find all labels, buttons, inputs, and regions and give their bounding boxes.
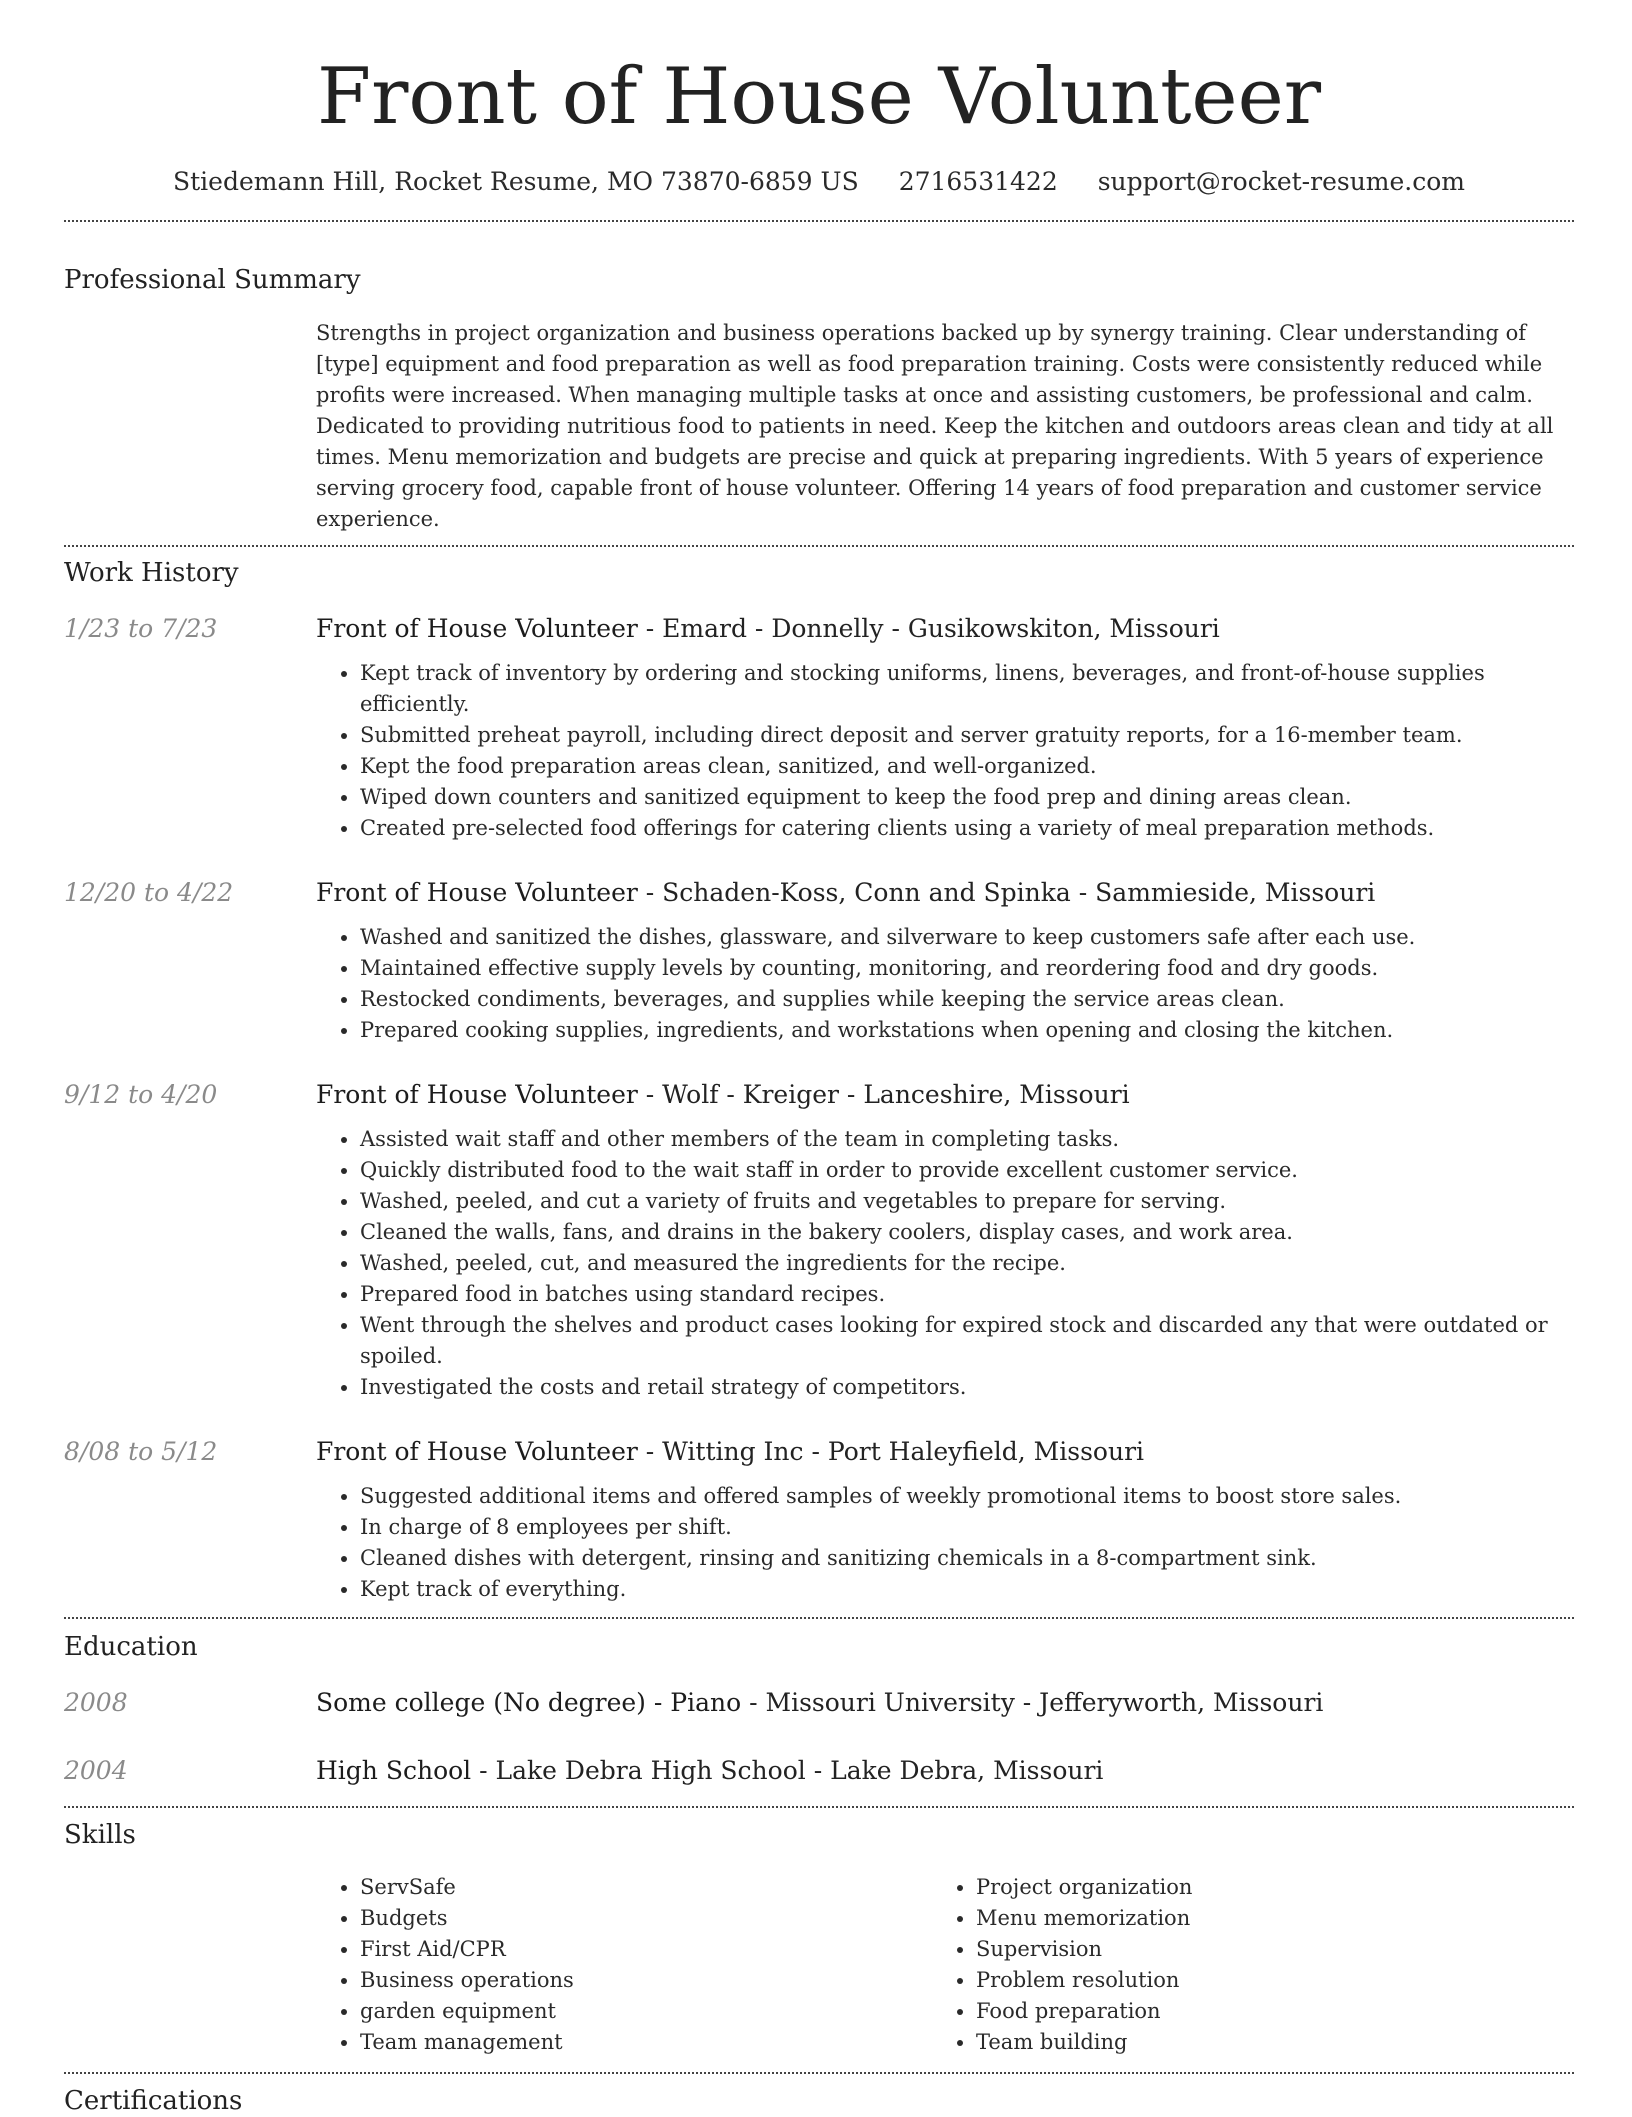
skills-list-left [316,1872,932,2058]
job-bullets [316,658,1574,844]
job-employer: - Wolf - Kreiger - Lanceshire, Missouri [637,1080,1130,1109]
list-item: • Investigated the costs and retail strategy of competitors. [360,1372,1574,1403]
list-item: • Washed and sanitized the dishes, glassware, and silverware to keep customers safe after each use. [360,922,1574,953]
job-employer: - Emard - Donnelly - Gusikowskiton, Missouri [637,614,1220,643]
job-bullets [316,1481,1574,1605]
education-degree: High School [316,1756,472,1785]
skill-item: • Project organization [976,1872,1548,1903]
job-title: Front of House Volunteer [316,1080,638,1109]
skills-list-right [932,1872,1548,2058]
section-divider [64,1806,1574,1808]
skill-item: • Business operations [360,1965,932,1996]
job-entry [64,1078,1574,1403]
skill-item: • Team building [976,2027,1548,2058]
list-item: • Washed, peeled, cut, and measured the ingredients for the recipe. [360,1248,1574,1279]
job-entry [64,612,1574,844]
job-title: Front of House Volunteer [316,878,638,907]
list-item: • Submitted preheat payroll, including direct deposit and server gratuity reports, for a 16-member team. [360,720,1574,751]
education-section [64,1631,1574,1788]
skills-heading: Skills [64,1820,136,1850]
contact-phone: 2716531422 [898,167,1058,196]
job-dates: 12/20 to 4/22 [64,878,234,907]
skill-item: • garden equipment [360,1996,932,2027]
job-heading [316,876,1574,910]
certifications-section [64,2085,1574,2117]
job-entry [64,1435,1574,1605]
skill-item: • Budgets [360,1903,932,1934]
education-heading: Education [64,1632,198,1662]
job-entry [64,876,1574,1046]
job-body [316,1435,1574,1605]
summary-heading: Professional Summary [64,265,361,295]
contact-email: support@rocket-resume.com [1097,167,1466,196]
list-item: • Cleaned the walls, fans, and drains in the bakery coolers, display cases, and work area. [360,1217,1574,1248]
job-body [316,612,1574,844]
education-body [316,1686,1574,1720]
section-divider [64,545,1574,547]
job-bullets [316,1124,1574,1403]
list-item: • Prepared cooking supplies, ingredients, and workstations when opening and closing the kitchen. [360,1015,1574,1046]
section-divider [64,220,1574,222]
skill-item: • Problem resolution [976,1965,1548,1996]
list-item: • Went through the shelves and product cases looking for expired stock and discarded any that were outdated or spoiled. [360,1310,1574,1372]
job-employer: - Witting Inc - Port Haleyfield, Missouri [637,1437,1145,1466]
list-item: • Quickly distributed food to the wait staff in order to provide excellent customer service. [360,1155,1574,1186]
list-item: • Cleaned dishes with detergent, rinsing and sanitizing chemicals in a 8-compartment sink. [360,1543,1574,1574]
list-item: • Created pre-selected food offerings for catering clients using a variety of meal preparation methods. [360,813,1574,844]
job-bullets [316,922,1574,1046]
list-item: • Wiped down counters and sanitized equipment to keep the food prep and dining areas clean. [360,782,1574,813]
section-divider [64,1617,1574,1619]
education-school: - Missouri University - Jefferyworth, Missouri [741,1688,1324,1717]
list-item: • Kept track of inventory by ordering and stocking uniforms, linens, beverages, and front-of-house supplies efficiently. [360,658,1574,720]
education-year: 2004 [64,1756,128,1785]
work-history-heading: Work History [64,558,239,588]
job-employer: - Schaden-Koss, Conn and Spinka - Sammieside, Missouri [637,878,1376,907]
resume-page [64,0,1574,2117]
skill-item: • Team management [360,2027,932,2058]
list-item: • Washed, peeled, and cut a variety of fruits and vegetables to prepare for serving. [360,1186,1574,1217]
list-item: • Maintained effective supply levels by counting, monitoring, and reordering food and dry goods. [360,953,1574,984]
job-title: Front of House Volunteer [316,614,638,643]
list-item: • Assisted wait staff and other members of the team in completing tasks. [360,1124,1574,1155]
skills-columns [316,1872,1574,2058]
skill-item: • Food preparation [976,1996,1548,2027]
job-body [316,1078,1574,1403]
list-item: • Restocked condiments, beverages, and supplies while keeping the service areas clean. [360,984,1574,1015]
job-dates: 1/23 to 7/23 [64,614,218,643]
education-heading-line [316,1686,1574,1720]
summary-text: Strengths in project organization and business operations backed up by synergy training. Clear understanding of [type] equipment and food preparation as well as food preparation training. Costs were consistently reduced while profits were increased. When managing multiple tasks at once and assisting customers, be professional and calm. Dedicated to providing nutritious food to patients in need. Keep the kitchen and outdoors areas clean and tidy at all times. Menu memorization and budgets are precise and quick at preparing ingredients. With 5 years of experience serving grocery food, capable front of house volunteer. Offering 14 years of food preparation and customer service experience. [316,321,1554,531]
contact-address: Stiedemann Hill, Rocket Resume, MO 73870-6859 US [172,167,859,196]
list-item: • Kept track of everything. [360,1574,1574,1605]
certifications-heading: Certifications [64,2086,243,2116]
education-school: - Lake Debra High School - Lake Debra, Missouri [471,1756,1104,1785]
contact-line [64,166,1574,198]
section-divider [64,2072,1574,2074]
skills-section [64,1819,1574,2058]
list-item: • Prepared food in batches using standard recipes. [360,1279,1574,1310]
education-degree: Some college (No degree) - Piano [316,1688,742,1717]
list-item: • In charge of 8 employees per shift. [360,1512,1574,1543]
job-heading [316,612,1574,646]
list-item: • Kept the food preparation areas clean, sanitized, and well-organized. [360,751,1574,782]
skill-item: • Supervision [976,1934,1548,1965]
job-title: Front of House Volunteer [316,1437,638,1466]
resume-name: Front of House Volunteer [316,52,1322,142]
job-dates: 9/12 to 4/20 [64,1080,218,1109]
job-heading [316,1078,1574,1112]
work-history-section [64,557,1574,1605]
skill-item: • ServSafe [360,1872,932,1903]
job-heading [316,1435,1574,1469]
summary-section [64,264,1574,535]
education-year: 2008 [64,1688,128,1717]
skill-item: • Menu memorization [976,1903,1548,1934]
job-body [316,876,1574,1046]
skill-item: • First Aid/CPR [360,1934,932,1965]
education-entry [64,1754,1574,1788]
job-dates: 8/08 to 5/12 [64,1437,218,1466]
list-item: • Suggested additional items and offered samples of weekly promotional items to boost store sales. [360,1481,1574,1512]
education-body [316,1754,1574,1788]
education-entry [64,1686,1574,1720]
education-heading-line [316,1754,1574,1788]
